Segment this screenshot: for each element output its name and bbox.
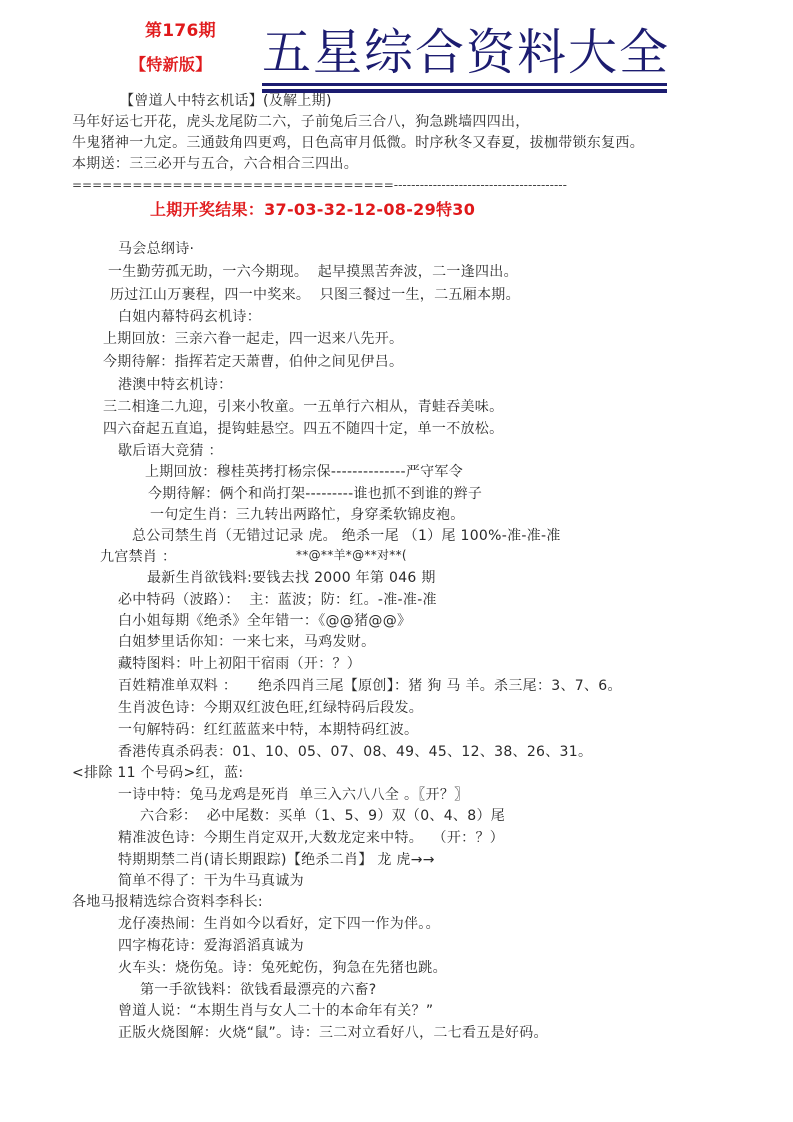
text-line: 龙仔凑热闹：生肖如今以看好，定下四一作为伴。。 — [118, 916, 440, 932]
separator: ================================---------------------------------------- — [72, 178, 567, 192]
text-line: 曾道人说：“本期生肖与女人二十的本命年有关？” — [118, 1003, 434, 1019]
text-line: 最新生肖欲钱料:要钱去找 2000 年第 046 期 — [147, 570, 436, 586]
text-line: 百姓精准单双料 ： — [118, 678, 238, 694]
text-line: 绝杀四肖三尾【原创】：猪 狗 马 羊。杀三尾：3、7、6。 — [258, 678, 622, 694]
section-heading: 马会总纲诗· — [118, 241, 195, 257]
text-line: 生肖波色诗：今期双红波色旺,红绿特码后段发。 — [118, 700, 424, 716]
intro-heading: 【曾道人中特玄机话】(及解上期) — [120, 93, 332, 109]
intro-line: 马年好运七开花，虎头龙尾防二六，子前兔后三合八，狗急跳墙四四出， — [72, 114, 530, 130]
text-line: 必中特码（波路）： 主：蓝波；防：红。-准-准-准 — [118, 592, 437, 608]
text-line: 六合彩： 必中尾数：买单（1、5、9）双（0、4、8）尾 — [140, 808, 506, 824]
text-line: 总公司禁生肖（无错过记录 虎。 绝杀一尾 （1）尾 100%-准-准-准 — [132, 528, 561, 544]
text-line: 今期待解：俩个和尚打架---------谁也抓不到谁的辫子 — [148, 486, 483, 502]
text-line: 特期期禁二肖(请长期跟踪)【绝杀二肖】 龙 虎→→ — [118, 852, 435, 868]
text-line: 历过江山万裹程，四一中奖来。 只图三餐过一生，二五厢本期。 — [110, 287, 520, 303]
text-line: 正版火烧图解：火烧“鼠”。诗：三二对立看好八，二七看五是好码。 — [118, 1025, 548, 1041]
section-heading: 歇后语大竞猜 ： — [118, 443, 223, 459]
text-line: 白小姐每期《绝杀》全年错一：《@@猪@@》 — [118, 613, 412, 629]
last-result: 上期开奖结果：37-03-32-12-08-29特30 — [150, 200, 476, 219]
text-line: 一句定生肖：三九转出两路忙，身穿柔软锦皮袍。 — [150, 507, 465, 523]
text-line: 九宫禁肖 ： — [100, 549, 177, 565]
text-line: 上期回放：三亲六眷一起走，四一迟来八先开。 — [103, 331, 404, 347]
section-heading: 港澳中特玄机诗： — [118, 377, 233, 393]
section-heading: 白姐内幕特码玄机诗： — [118, 309, 261, 325]
text-line: 藏特图料：叶上初阳干宿雨（开：？） — [118, 656, 362, 672]
text-line: <排除 11 个号码>红，蓝: — [72, 765, 244, 781]
text-line: 香港传真杀码表：01、10、05、07、08、49、45、12、38、26、31。 — [118, 744, 593, 760]
text-line: 火车头：烧伤兔。诗：兔死蛇伤，狗急在先猪也跳。 — [118, 960, 447, 976]
text-line: 上期回放：穆桂英拷打杨宗保--------------严守军令 — [145, 464, 464, 480]
title-underline-top — [262, 83, 667, 86]
section-heading: 各地马报精选综合资料李科长: — [72, 894, 263, 910]
text-line: 今期待解：指挥若定天萧曹，伯仲之间见伊吕。 — [103, 354, 404, 370]
intro-line: 本期送：三三必开与五合，六合相合三四出。 — [72, 156, 358, 172]
issue-number: 第176期 — [145, 21, 216, 41]
text-line: 四字梅花诗：爱海滔滔真诚为 — [118, 938, 304, 954]
text-line: 精准波色诗：今期生肖定双开,大数龙定来中特。 （开：？） — [118, 830, 505, 846]
intro-line: 牛鬼猪神一九定。三通鼓角四更鸡，日色高审月低微。时序秋冬又春夏，拔枷带锁东复西。 — [72, 135, 644, 151]
text-line: 一生勤劳孤无助，一六今期现。 起早摸黑苦奔波，二一逢四出。 — [108, 264, 518, 280]
text-line: 第一手欲钱料：欲钱看最漂亮的六畜? — [140, 982, 377, 998]
text-line: 简单不得了：干为牛马真诚为 — [118, 873, 304, 889]
text-line: 四六奋起五直追，提钩蛙悬空。四五不随四十定，单一不放松。 — [103, 421, 504, 437]
text-line: 三二相逢二九迎，引来小牧童。一五单行六相从，青蛙吞美味。 — [103, 399, 504, 415]
text-line: 一句解特码：红红蓝蓝来中特，本期特码红波。 — [118, 722, 419, 738]
edition-label: 【特新版】 — [130, 55, 212, 74]
page-title: 五星综合资料大全 — [262, 24, 671, 81]
text-line: 白姐梦里话你知：一来七来，马鸡发财。 — [118, 634, 376, 650]
text-line: 一诗中特：兔马龙鸡是死肖 单三入六八八全 。〖开？〗 — [118, 787, 469, 803]
text-line: **@**羊*@**对**( — [296, 548, 407, 562]
